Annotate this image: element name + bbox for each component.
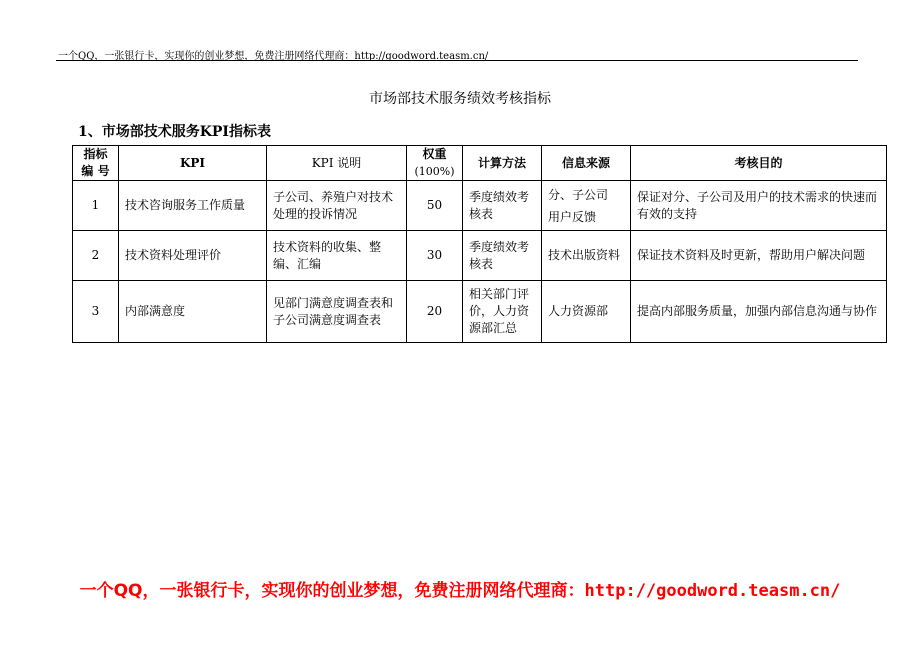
table-row bbox=[73, 231, 887, 281]
document-title: 市场部技术服务绩效考核指标 bbox=[369, 91, 551, 107]
header-id-line2: 编 号 bbox=[81, 164, 110, 178]
row-weight: 20 bbox=[407, 281, 463, 343]
row-id: 3 bbox=[73, 281, 119, 343]
footer-advertisement bbox=[0, 576, 920, 601]
header-purpose: 考核目的 bbox=[631, 146, 887, 181]
row-source-line1: 分、子公司 bbox=[548, 187, 609, 202]
kpi-table bbox=[72, 145, 887, 343]
row-description: 见部门满意度调查表和子公司满意度调查表 bbox=[267, 281, 407, 343]
footer-ad-text: 一个QQ，一张银行卡，实现你的创业梦想，免费注册网络代理商： bbox=[79, 581, 585, 601]
row-purpose: 提高内部服务质量，加强内部信息沟通与协作 bbox=[631, 281, 887, 343]
row-source bbox=[542, 181, 631, 231]
row-kpi: 内部满意度 bbox=[119, 281, 267, 343]
section-heading: 1、市场部技术服务KPI指标表 bbox=[78, 124, 271, 140]
header-source: 信息来源 bbox=[542, 146, 631, 181]
row-id: 2 bbox=[73, 231, 119, 281]
row-method: 季度绩效考核表 bbox=[463, 231, 542, 281]
row-weight: 30 bbox=[407, 231, 463, 281]
row-source: 技术出版资料 bbox=[542, 231, 631, 281]
header-id bbox=[73, 146, 119, 181]
header-weight-line2: (100%) bbox=[414, 165, 455, 178]
table-row bbox=[73, 181, 887, 231]
row-source: 人力资源部 bbox=[542, 281, 631, 343]
row-method: 相关部门评价，人力资源部汇总 bbox=[463, 281, 542, 343]
row-kpi: 技术咨询服务工作质量 bbox=[119, 181, 267, 231]
header-weight bbox=[407, 146, 463, 181]
row-id: 1 bbox=[73, 181, 119, 231]
header-kpi: KPI bbox=[119, 146, 267, 181]
page-header-text: 一个QQ，一张银行卡，实现你的创业梦想，免费注册网络代理商：http://goodword.teasm.cn/ bbox=[58, 51, 489, 62]
table-header-row bbox=[73, 146, 887, 181]
header-id-line1: 指标 bbox=[83, 147, 108, 161]
row-purpose: 保证技术资料及时更新，帮助用户解决问题 bbox=[631, 231, 887, 281]
header-kpi-description: KPI 说明 bbox=[267, 146, 407, 181]
header-divider bbox=[56, 60, 858, 61]
footer-ad-url[interactable]: http://goodword.teasm.cn/ bbox=[584, 581, 841, 601]
header-method: 计算方法 bbox=[463, 146, 542, 181]
row-method: 季度绩效考核表 bbox=[463, 181, 542, 231]
header-weight-line1: 权重 bbox=[422, 147, 447, 161]
row-kpi: 技术资料处理评价 bbox=[119, 231, 267, 281]
row-source-line2: 用户反馈 bbox=[548, 209, 597, 224]
row-description: 技术资料的收集、整编、汇编 bbox=[267, 231, 407, 281]
row-description: 子公司、养殖户对技术处理的投诉情况 bbox=[267, 181, 407, 231]
row-purpose: 保证对分、子公司及用户的技术需求的快速而有效的支持 bbox=[631, 181, 887, 231]
row-weight: 50 bbox=[407, 181, 463, 231]
table-row bbox=[73, 281, 887, 343]
